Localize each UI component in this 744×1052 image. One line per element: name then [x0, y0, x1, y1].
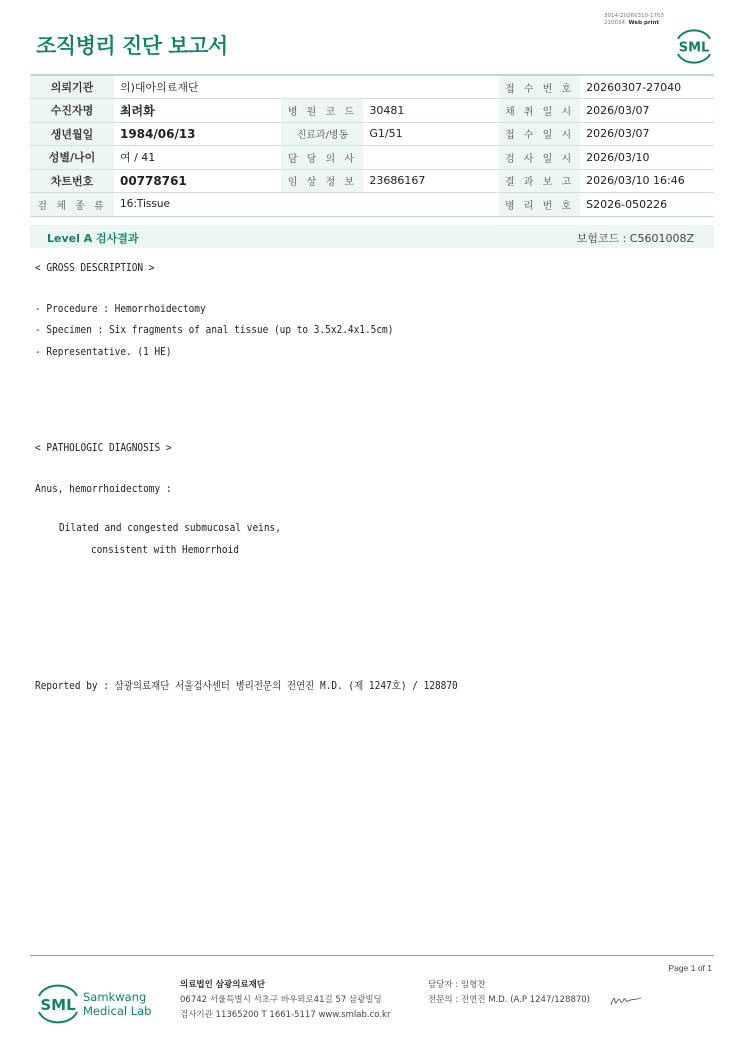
value-birth-date: 1984/06/13 [114, 122, 281, 146]
label-requesting-institution: 의뢰기관 [30, 75, 114, 99]
value-hospital-code: 30481 [363, 99, 499, 123]
label-sex-age: 성별/나이 [30, 146, 114, 170]
value-pathology-number: S2026-050226 [580, 193, 714, 217]
label-specimen-type: 검 체 종 류 [30, 193, 114, 217]
print-id-line1: 3014-20260310-1703 [604, 13, 664, 19]
label-receipt-date: 접 수 일 시 [499, 122, 580, 146]
gross-header: < GROSS DESCRIPTION > [35, 262, 155, 274]
diagnosis-header: < PATHOLOGIC DIAGNOSIS > [35, 442, 172, 454]
manager-name: 담당자 : 임형찬 [428, 980, 486, 990]
reported-by: Reported by : 삼광의료재단 서울검사센터 병리전문의 전연진 M.D. (제 1247호) / 128870 [35, 680, 458, 692]
org-address: 06742 서울특별시 서초구 바우뫼로41길 57 삼광빌딩 [180, 995, 382, 1005]
page-number: Page 1 of 1 [668, 963, 712, 973]
value-attending-doctor [363, 146, 499, 170]
brand-line-2: Medical Lab [83, 1004, 152, 1018]
label-receipt-number: 접 수 번 호 [499, 75, 580, 99]
value-department-ward: G1/51 [363, 122, 499, 146]
table-row [30, 146, 714, 170]
patient-info-table [30, 74, 714, 217]
label-test-date: 검 사 일 시 [499, 146, 580, 170]
label-hospital-code: 병 원 코 드 [281, 99, 363, 123]
value-clinical-info: 23686167 [363, 169, 499, 193]
org-name: 의료법인 삼광의료재단 [180, 980, 266, 990]
specialist-name: 전문의 : 전연진 M.D. (A.P 1247/128870) [428, 995, 590, 1005]
label-birth-date: 생년월일 [30, 122, 114, 146]
gross-representative: - Representative. (1 HE) [35, 346, 172, 358]
label-patient-name: 수진자명 [30, 99, 114, 123]
label-department-ward: 진료과/병동 [281, 122, 363, 146]
samkwang-logo-text: SML [40, 996, 76, 1014]
value-requesting-institution: 의)대아의료재단 [114, 75, 499, 99]
value-result-report: 2026/03/10 16:46 [580, 169, 714, 193]
print-id [604, 13, 664, 27]
page-title: 조직병리 진단 보고서 [36, 34, 228, 58]
print-id-code: 210034 [604, 20, 625, 26]
value-chart-number: 00778761 [114, 169, 281, 193]
value-receipt-date: 2026/03/07 [580, 122, 714, 146]
value-sex-age: 여 / 41 [114, 146, 281, 170]
value-collection-date: 2026/03/07 [580, 99, 714, 123]
footer-divider [30, 955, 714, 956]
table-row [30, 75, 714, 99]
level-label: Level A 검사결과 [47, 232, 139, 245]
table-row [30, 99, 714, 123]
label-collection-date: 채 취 일 시 [499, 99, 580, 123]
value-test-date: 2026/03/10 [580, 146, 714, 170]
sml-logo-text: SML [678, 40, 710, 56]
label-chart-number: 차트번호 [30, 169, 114, 193]
level-bar [30, 225, 714, 248]
value-specimen-type: 16:Tissue [114, 193, 499, 217]
value-receipt-number: 20260307-27040 [580, 75, 714, 99]
brand-line-1: Samkwang [83, 990, 147, 1004]
table-row [30, 193, 714, 217]
label-clinical-info: 임 상 정 보 [281, 169, 363, 193]
footer-org-info [180, 978, 390, 1023]
label-result-report: 결 과 보 고 [499, 169, 580, 193]
table-row [30, 169, 714, 193]
sml-logo-icon [672, 26, 716, 66]
org-contact: 검사기관 11365200 T 1661-5117 www.smlab.co.kr [180, 1010, 391, 1020]
value-patient-name: 최려화 [114, 99, 281, 123]
table-row [30, 122, 714, 146]
label-attending-doctor: 담 당 의 사 [281, 146, 363, 170]
diagnosis-conclusion: consistent with Hemorrhoid [91, 544, 239, 556]
footer-staff-info [428, 978, 590, 1008]
diagnosis-finding: Dilated and congested submucosal veins, [59, 522, 281, 534]
gross-procedure: - Procedure : Hemorrhoidectomy [35, 303, 206, 315]
diagnosis-site: Anus, hemorrhoidectomy : [35, 483, 172, 495]
samkwang-logo-icon [36, 980, 158, 1024]
gross-specimen: - Specimen : Six fragments of anal tissue (up to 3.5x2.4x1.5cm) [35, 324, 394, 336]
insurance-code: 보험코드 : C5601008Z [576, 232, 694, 245]
signature-icon [609, 994, 643, 1008]
web-print-label: Web print [628, 20, 660, 26]
label-pathology-number: 병 리 번 호 [499, 193, 580, 217]
